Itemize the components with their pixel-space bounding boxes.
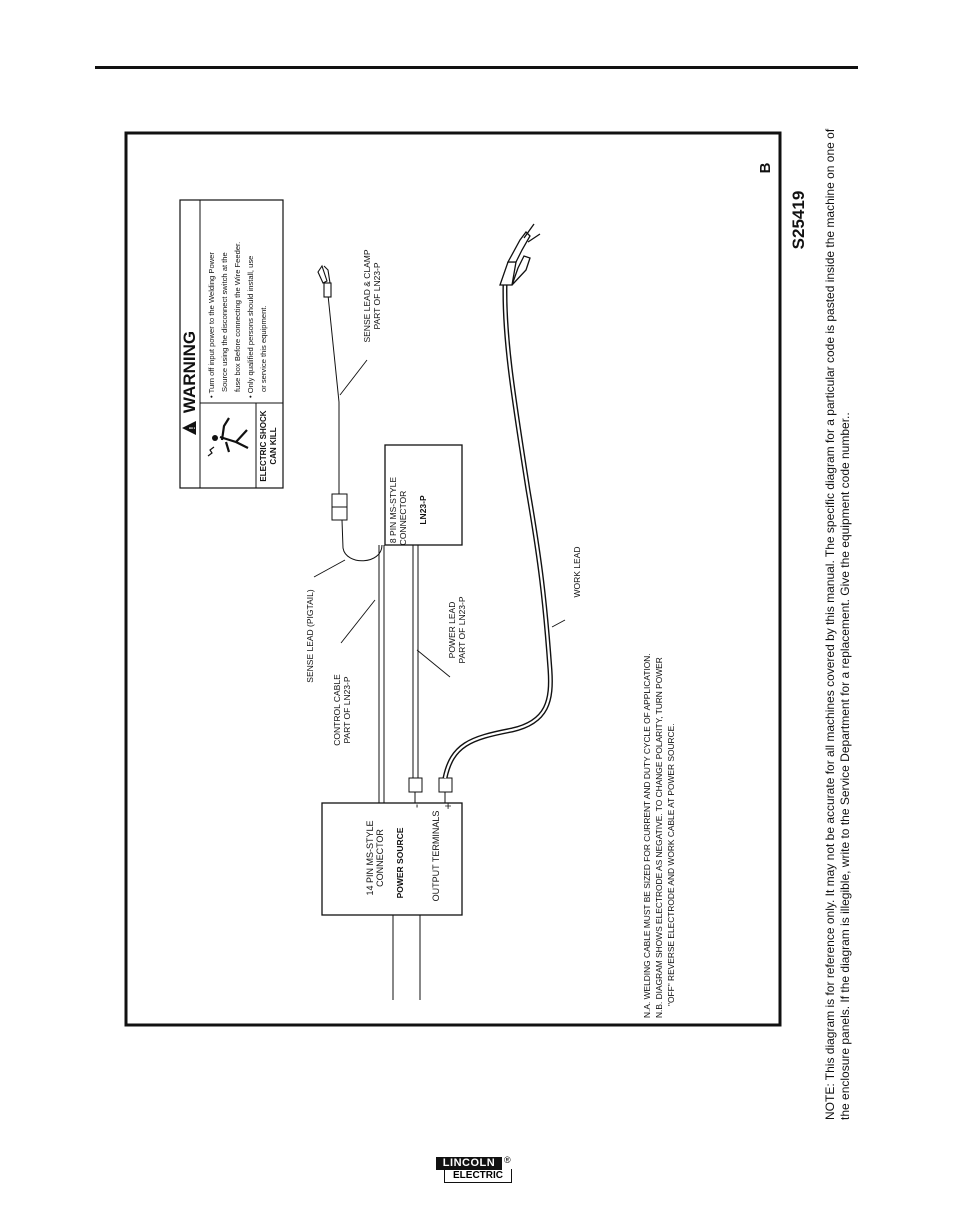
logo-top: LINCOLN bbox=[436, 1157, 502, 1170]
note-na: N.A. WELDING CABLE MUST BE SIZED FOR CURRENT AND DUTY CYCLE OF APPLICATION. bbox=[642, 653, 652, 1018]
warning-title: WARNING bbox=[180, 330, 199, 414]
ps-name: POWER SOURCE bbox=[395, 827, 405, 899]
warning-text-4: • Only qualified persons should install, use bbox=[246, 255, 255, 398]
work-clamp-icon bbox=[500, 224, 540, 285]
logo-registered-mark: ® bbox=[504, 1155, 511, 1165]
ps-minus: - bbox=[409, 804, 423, 808]
label-power-lead-2: PART OF LN23-P bbox=[457, 596, 467, 664]
sense-clamp-icon bbox=[318, 266, 331, 297]
svg-text:!: ! bbox=[188, 426, 197, 430]
warning-text-2: Source using the disconnect switch at the bbox=[220, 252, 229, 392]
hazard-line-2: CAN KILL bbox=[269, 427, 278, 465]
label-sense-clamp-2: PART OF LN23-P bbox=[372, 262, 382, 330]
feeder-name: LN23-P bbox=[418, 495, 428, 525]
warning-triangle-icon bbox=[182, 421, 197, 435]
note-nb-2: "OFF" REVERSE ELECTRODE AND WORK CABLE AT POWER SOURCE. bbox=[666, 723, 676, 1006]
leader-lines bbox=[314, 360, 565, 677]
warning-text-1: • Turn off input power to the Welding Power bbox=[207, 252, 216, 398]
lincoln-electric-logo bbox=[436, 1157, 516, 1187]
ps-connector-line-2: CONNECTOR bbox=[375, 829, 385, 887]
note-nb-1: N.B. DIAGRAM SHOWS ELECTRODE AS NEGATIVE. TO CHANGE POLARITY, TURN POWER bbox=[654, 657, 664, 1018]
power-source-box bbox=[322, 802, 462, 1000]
ps-plus: + bbox=[441, 802, 455, 810]
footer-note: NOTE: This diagram is for reference only. It may not be accurate for all machines covered by this manual. The specific diagram for a particular code is pasted inside the machine on one of the enclosure panels. If the diagram is illegible, write to the Service Department for a replacement. Give the equipment code number.. bbox=[823, 128, 852, 1120]
power-lead bbox=[409, 545, 422, 803]
label-power-lead-1: POWER LEAD bbox=[447, 601, 457, 659]
logo-bottom: ELECTRIC bbox=[444, 1169, 512, 1183]
feeder-connector-line-1: 8 PIN MS-STYLE bbox=[388, 476, 398, 544]
electric-shock-icon bbox=[208, 418, 248, 456]
label-sense-lead-pigtail: SENSE LEAD (PIGTAIL) bbox=[305, 589, 315, 683]
drawing-number: S25419 bbox=[789, 190, 808, 250]
warning-label bbox=[180, 200, 283, 488]
ps-connector-line-1: 14 PIN MS-STYLE bbox=[365, 820, 375, 896]
warning-text-3: fuse box Before connecting the Wire Feeder. bbox=[233, 241, 242, 392]
label-sense-clamp-1: SENSE LEAD & CLAMP bbox=[362, 249, 372, 343]
warning-text-5: or service this equipment. bbox=[259, 305, 268, 392]
label-work-lead: WORK LEAD bbox=[572, 546, 582, 598]
control-cable bbox=[379, 545, 384, 803]
drawing-revision: B bbox=[757, 162, 774, 174]
feeder-box bbox=[385, 445, 462, 545]
work-lead-lug bbox=[439, 778, 452, 803]
ps-output-terminals: OUTPUT TERMINALS bbox=[431, 810, 441, 902]
hazard-line-1: ELECTRIC SHOCK bbox=[259, 410, 268, 482]
label-control-cable-2: PART OF LN23-P bbox=[342, 676, 352, 744]
feeder-connector-line-2: CONNECTOR bbox=[398, 490, 408, 546]
sense-lead-pigtail bbox=[328, 295, 382, 561]
label-control-cable-1: CONTROL CABLE bbox=[332, 674, 342, 746]
